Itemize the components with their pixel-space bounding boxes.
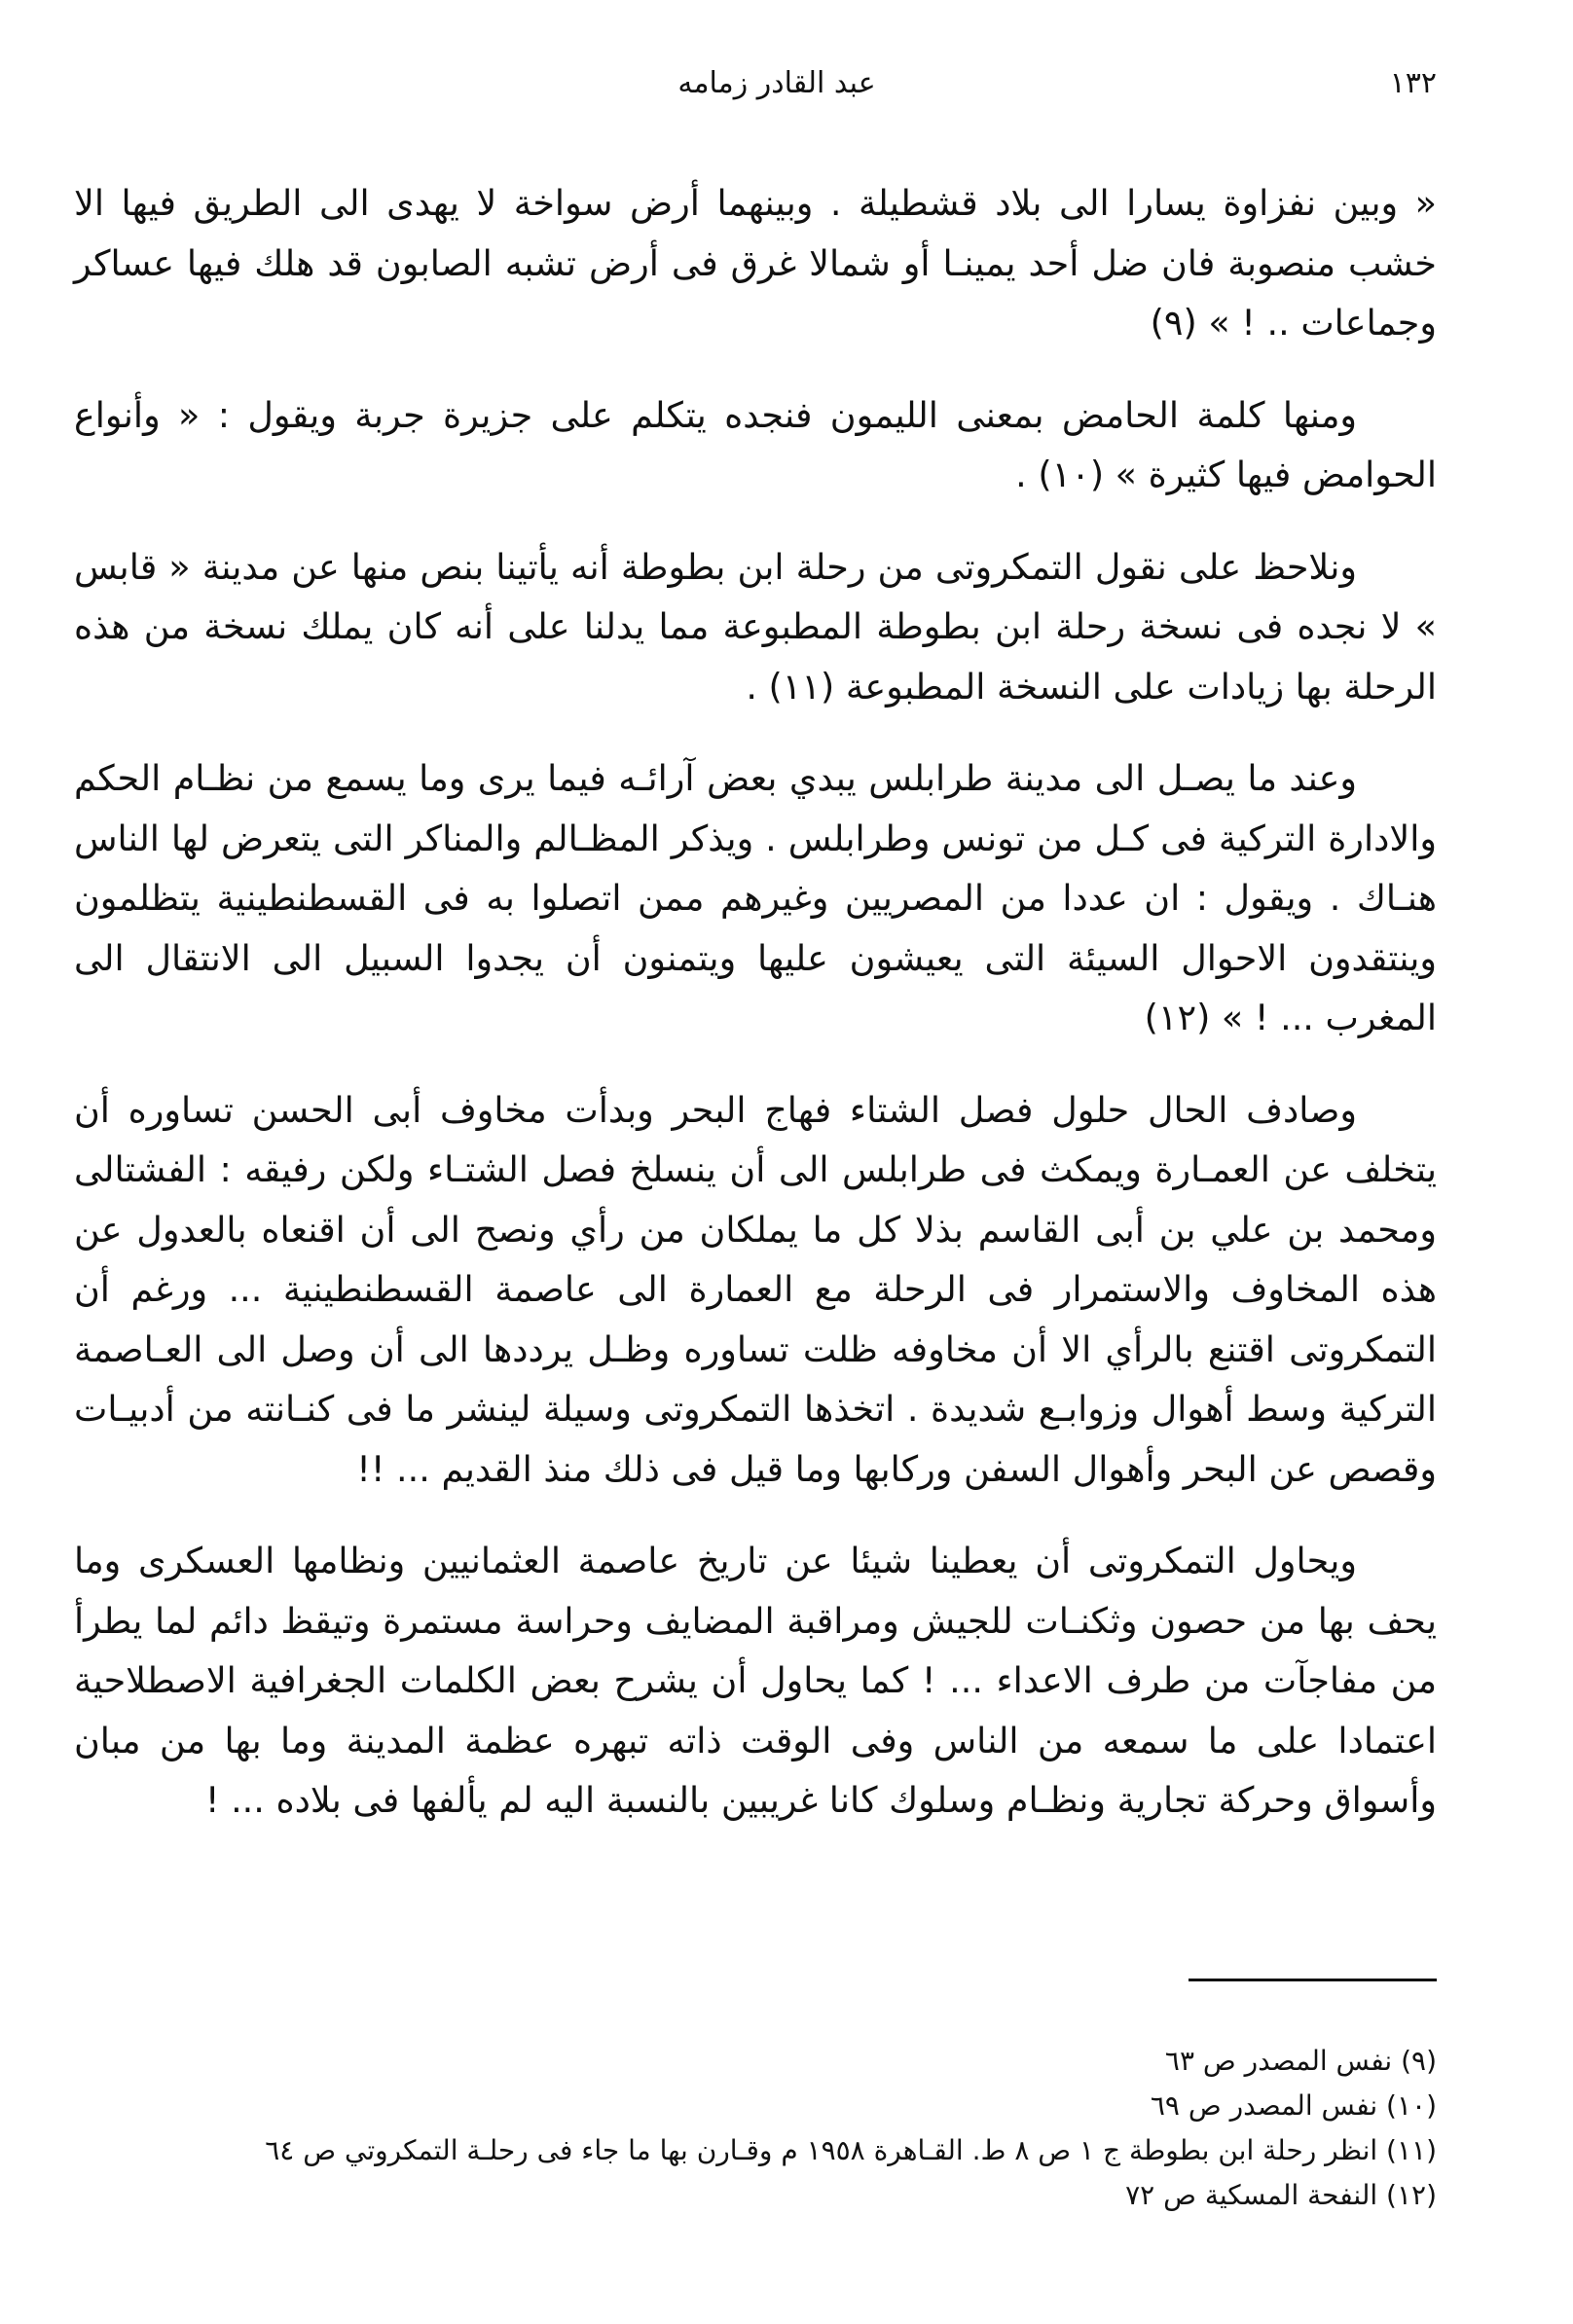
body-text	[74, 173, 1437, 1863]
footnote-10: (١٠) نفس المصدر ص ٦٩	[1150, 2089, 1437, 2122]
footnote-9: (٩) نفس المصدر ص ٦٣	[1164, 2045, 1437, 2077]
footnote-11: (١١) انظر رحلة ابن بطوطة ج ١ ص ٨ ط. القـاهرة ١٩٥٨ م وقـارن بها ما جاء فى رحلـة التمكروتي ص ٦٤	[265, 2134, 1437, 2166]
page-number: ١٣٢	[1389, 66, 1437, 100]
footnote-divider	[1189, 1979, 1437, 1981]
footnotes	[55, 2042, 1437, 2221]
paragraph-hamid-lemon: ومنها كلمة الحامض بمعنى الليمون فنجده يتكلم على جزيرة جربة ويقول : « وأنواع الحوامض فيها كثيرة » (١٠) .	[74, 393, 1437, 495]
paragraph-quote-nafzawa: « وبين نفزاوة يسارا الى بلاد قشطيلة . وبينهما أرض سواخة لا يهدى الى الطريق فيها الا خشب منصوبة فان ضل أحد يمينـا أو شمالا غرق فى أرض تشبه الصابون قد هلك فيها عساكر وجماعات .. ! » (٩)	[74, 182, 1437, 344]
footnote-12: (١٢) النفحة المسكية ص ٧٢	[1125, 2179, 1437, 2211]
running-title: عبد القادر زمامه	[677, 66, 876, 100]
paragraph-winter-voyage: وصادف الحال حلول فصل الشتاء فهاج البحر وبدأت مخاوف أبى الحسن تساوره أن يتخلف عن العمـارة ويمكث فى طرابلس الى أن ينسلخ فصل الشتـاء ولكن رفيقه : الفشتالى ومحمد بن علي بن أبى القاسم بذلا كل ما يملكان من رأي ونصح الى أن اقنعاه بالعدول عن هذه المخاوف والاستمرار فى الرحلة مع العمارة الى عاصمة القسطنطينية ... ورغم أن التمكروتى اقتنع بالرأي الا أن مخاوفه ظلت تساوره وظـل يرددها الى أن وصل الى العـاصمة التركية وسط أهوال وزوابـع شديدة . اتخذها التمكروتى وسيلة لينشر ما فى كنـانته من أدبيـات وقصص عن البحر وأهوال السفن وركابها وما قيل فى ذلك منذ القديم ... !!	[74, 1088, 1437, 1490]
page-header	[117, 66, 1437, 125]
paragraph-ottoman-capital: ويحاول التمكروتى أن يعطينا شيئا عن تاريخ عاصمة العثمانيين ونظامها العسكرى وما يحف بها من حصون وثكنـات للجيش ومراقبة المضايف وحراسة مستمرة وتيقظ دائم لما يطرأ من مفاجآت من طرف الاعداء ... ! كما يحاول أن يشرح بعض الكلمات الجغرافية الاصطلاحية اعتمادا على ما سمعه من الناس وفى الوقت ذاته تبهره عظمة المدينة وما بها من مبان وأسواق وحركة تجارية ونظـام وسلوك كانا غريبين بالنسبة اليه لم يألفها فى بلاده ... !	[74, 1540, 1437, 1821]
paragraph-tripoli: وعند ما يصـل الى مدينة طرابلس يبدي بعض آرائـه فيما يرى وما يسمع من نظـام الحكم والادارة التركية فى كـل من تونس وطرابلس . ويذكر المظـالم والمناكر التى يتعرض لها الناس هنـاك . ويقول : ان عددا من المصريين وغيرهم ممن اتصلوا به فى القسطنطينية يتظلمون وينتقدون الاحوال السيئة التى يعيشون عليها ويتمنون أن يجدوا السبيل الى الانتقال الى المغرب ... ! » (١٢)	[74, 757, 1437, 1038]
paragraph-ibn-battuta: ونلاحظ على نقول التمكروتى من رحلة ابن بطوطة أنه يأتينا بنص منها عن مدينة « قابس » لا نجده فى نسخة رحلة ابن بطوطة المطبوعة مما يدلنا على أنه كان يملك نسخة من هذه الرحلة بها زيادات على النسخة المطبوعة (١١) .	[74, 545, 1437, 708]
